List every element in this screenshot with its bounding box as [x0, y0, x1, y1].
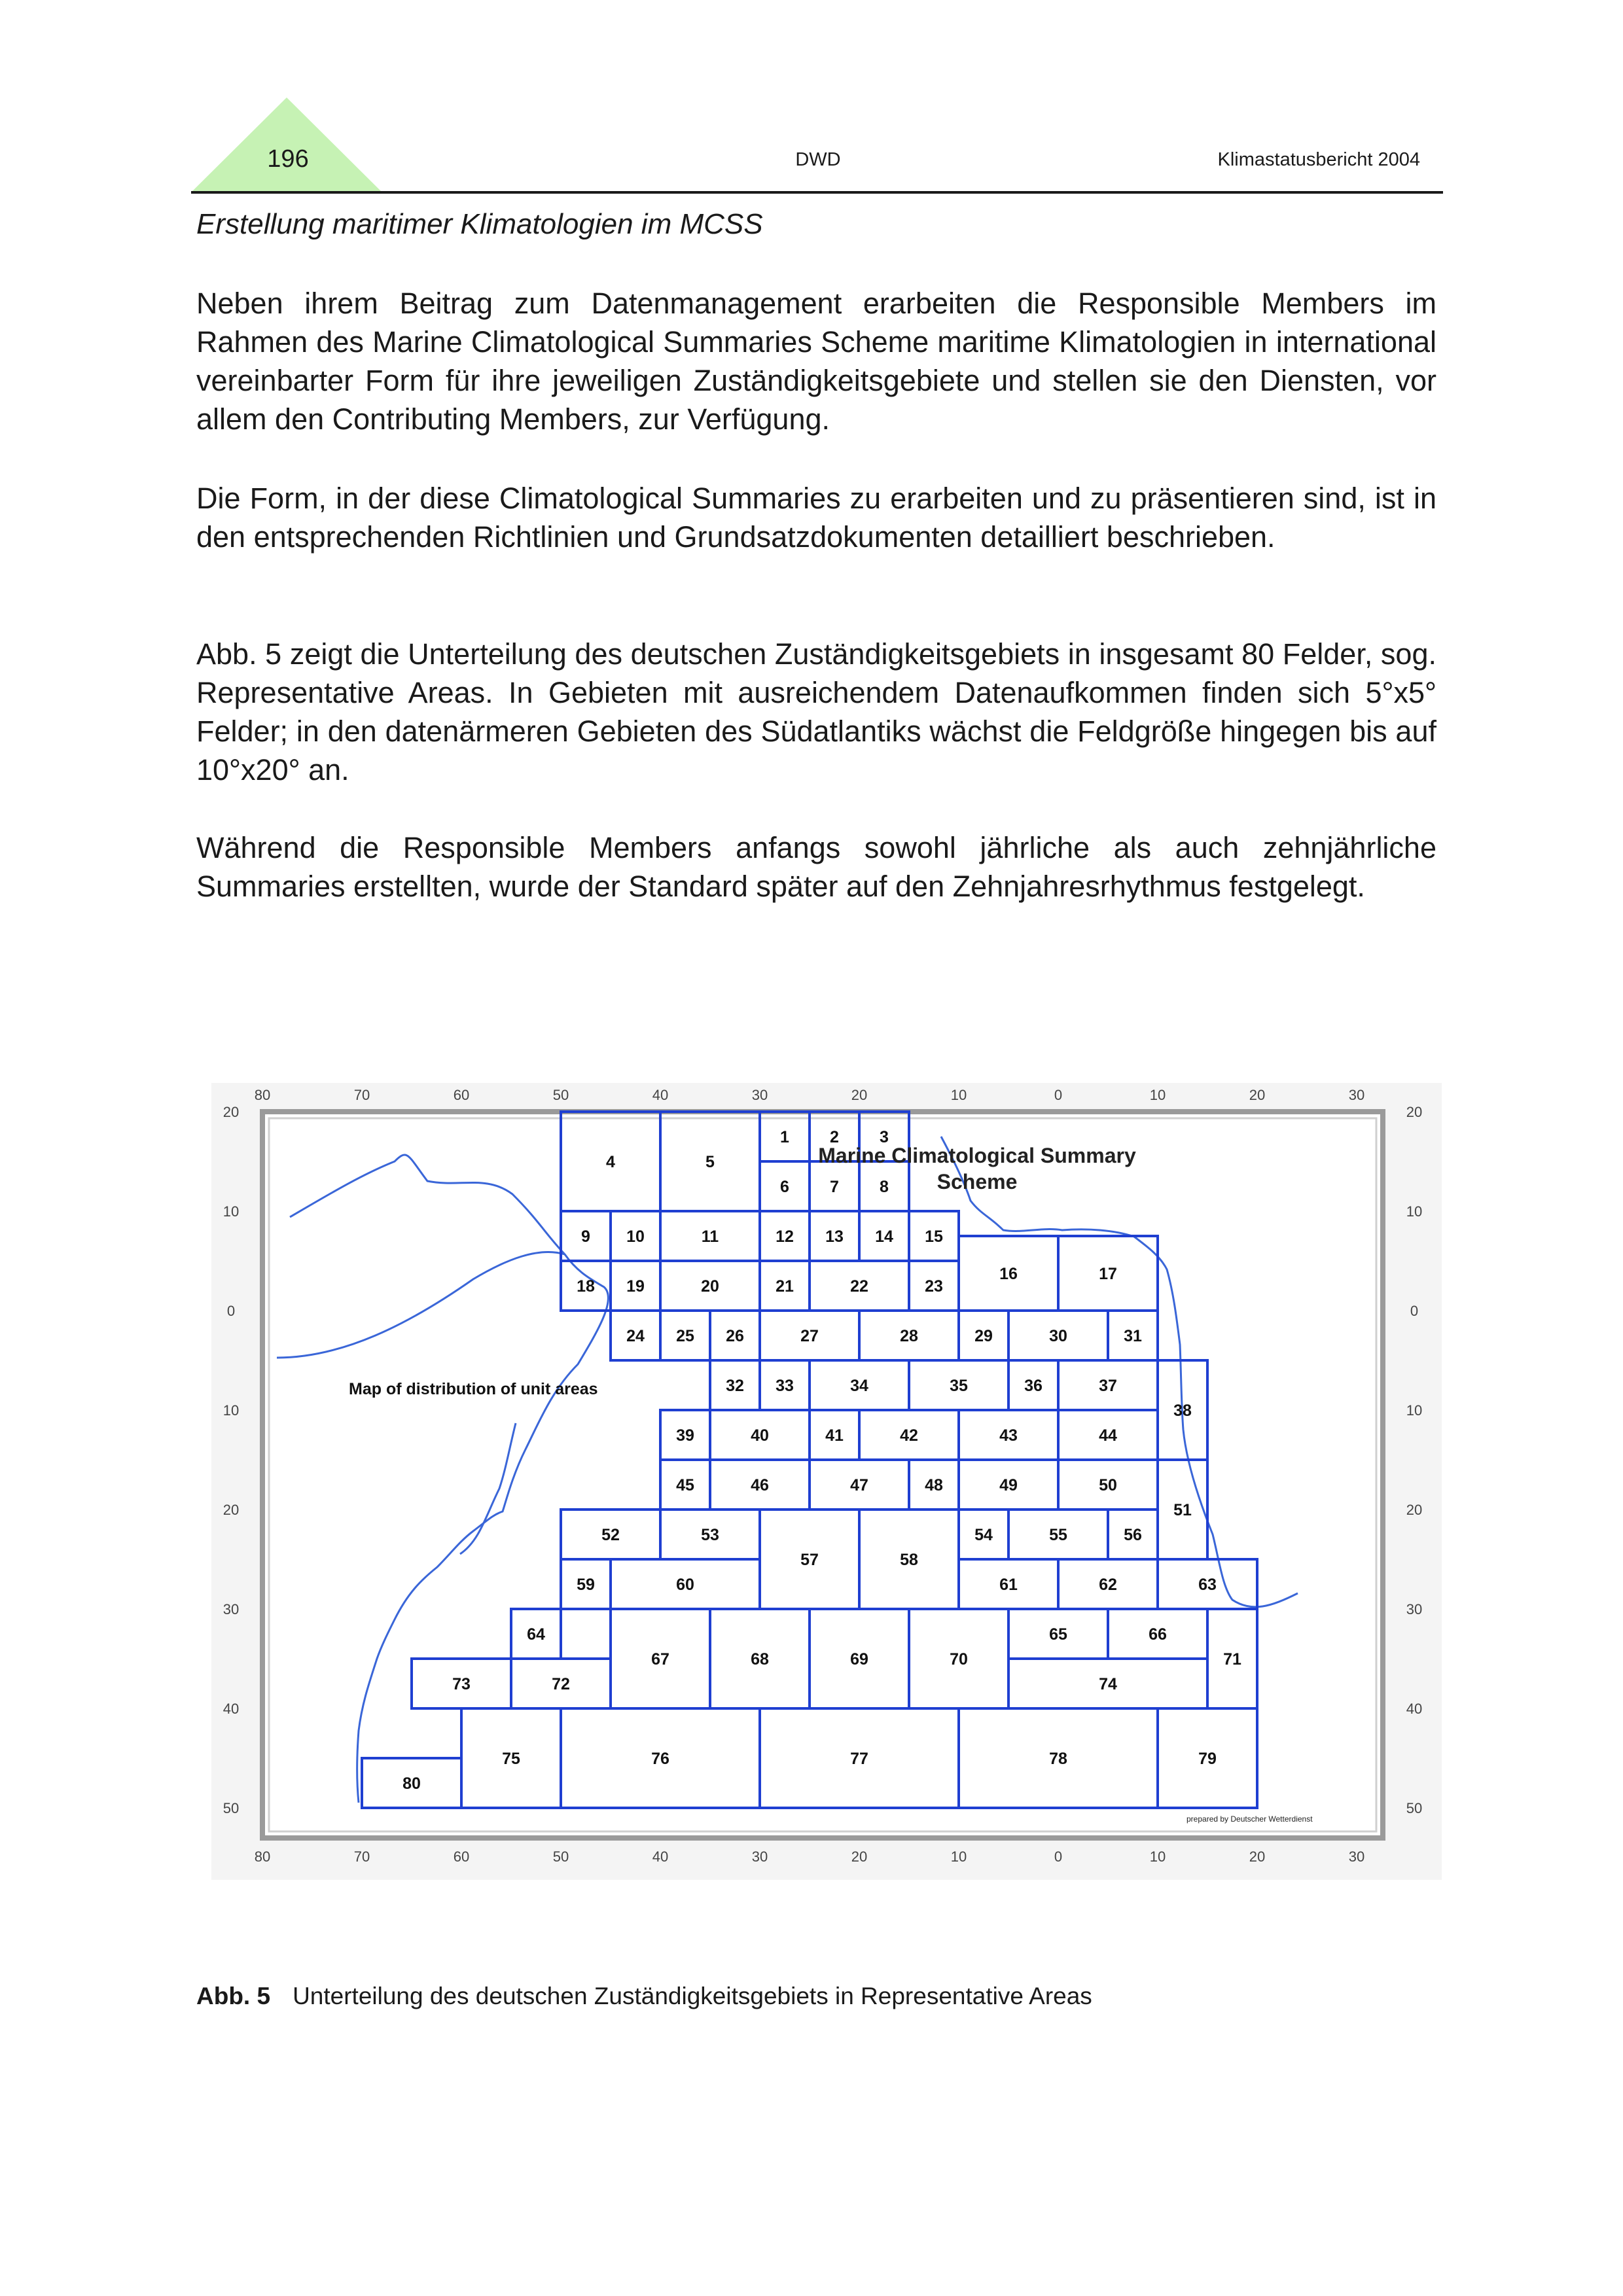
longitude-tick-top: 70 — [353, 1087, 370, 1103]
longitude-tick-top: 80 — [254, 1087, 271, 1103]
unit-area-label: 59 — [577, 1576, 595, 1594]
unit-area-label: 10 — [626, 1227, 645, 1246]
unit-area-label: 77 — [850, 1750, 868, 1768]
longitude-tick-top: 20 — [1249, 1087, 1266, 1103]
figure-subtitle: Scheme — [936, 1170, 1018, 1193]
longitude-tick-bottom: 30 — [751, 1848, 768, 1865]
latitude-tick-left: 10 — [223, 1402, 240, 1419]
unit-area-label: 61 — [999, 1576, 1018, 1594]
unit-area-label: 58 — [900, 1551, 918, 1569]
longitude-tick-top: 0 — [1054, 1087, 1063, 1103]
latitude-tick-right: 10 — [1406, 1402, 1423, 1419]
unit-area-label: 78 — [1049, 1750, 1067, 1768]
longitude-tick-bottom: 10 — [950, 1848, 967, 1865]
unit-area-label: 13 — [825, 1227, 844, 1246]
latitude-tick-left: 20 — [223, 1502, 240, 1518]
unit-area-label: 48 — [925, 1476, 943, 1494]
unit-area-label: 25 — [676, 1327, 694, 1345]
unit-area-label: 31 — [1124, 1327, 1142, 1345]
unit-area-label: 46 — [751, 1476, 769, 1494]
unit-area-label: 72 — [552, 1675, 570, 1693]
unit-area-label: 17 — [1099, 1265, 1117, 1283]
unit-area-label: 70 — [950, 1650, 968, 1669]
section-title: Erstellung maritimer Klimatologien im MCSS — [196, 208, 763, 240]
unit-area-label: 47 — [850, 1476, 868, 1494]
caption-label: Abb. 5 — [196, 1983, 271, 2009]
longitude-tick-top: 30 — [1348, 1087, 1365, 1103]
longitude-tick-bottom: 20 — [1249, 1848, 1266, 1865]
longitude-tick-bottom: 70 — [353, 1848, 370, 1865]
unit-area-label: 45 — [676, 1476, 694, 1494]
unit-area-label: 7 — [830, 1178, 839, 1196]
latitude-tick-left: 0 — [226, 1303, 236, 1319]
unit-area-label: 18 — [577, 1277, 595, 1296]
latitude-tick-right: 10 — [1406, 1203, 1423, 1220]
unit-area-label: 21 — [776, 1277, 794, 1296]
unit-area-label: 26 — [726, 1327, 744, 1345]
unit-area-label: 57 — [800, 1551, 819, 1569]
unit-area-label: 63 — [1198, 1576, 1217, 1594]
figure-title: Marine Climatological Summary — [818, 1144, 1136, 1167]
paragraph: Abb. 5 zeigt die Unterteilung des deutschen Zuständigkeitsgebiets in insgesamt 80 Felder, sog. Representative Areas. In Gebieten mit ausreichendem Datenaufkommen finden sich 5°x5° Felder; in den datenärmeren Gebieten des Südatlantiks wächst die Feldgröße hingegen bis auf 10°x20° an. — [196, 637, 1436, 786]
longitude-tick-bottom: 20 — [851, 1848, 868, 1865]
map-frame — [262, 1112, 1383, 1838]
unit-area-label: 23 — [925, 1277, 943, 1296]
figure-caption — [196, 1983, 1092, 2010]
unit-area-label: 11 — [701, 1227, 719, 1246]
unit-area-label: 67 — [651, 1650, 669, 1669]
unit-area-label: 41 — [825, 1426, 844, 1445]
latitude-tick-left: 30 — [223, 1601, 240, 1617]
unit-area-label: 8 — [880, 1178, 889, 1196]
unit-area-label: 64 — [527, 1625, 545, 1644]
page-number: 196 — [267, 145, 309, 173]
longitude-tick-top: 40 — [652, 1087, 669, 1103]
unit-area-label: 28 — [900, 1327, 918, 1345]
unit-area-label: 44 — [1099, 1426, 1117, 1445]
credit-text: prepared by Deutscher Wetterdienst — [1186, 1814, 1313, 1824]
longitude-tick-bottom: 60 — [453, 1848, 470, 1865]
unit-area-label: 49 — [999, 1476, 1018, 1494]
latitude-tick-right: 20 — [1406, 1502, 1423, 1518]
unit-area-label: 2 — [830, 1128, 839, 1146]
unit-area-label: 52 — [601, 1526, 620, 1544]
latitude-tick-right: 20 — [1406, 1104, 1423, 1120]
unit-area-label: 75 — [502, 1750, 520, 1768]
unit-area-label: 15 — [925, 1227, 943, 1246]
unit-area-label: 53 — [701, 1526, 719, 1544]
unit-area-label: 29 — [974, 1327, 993, 1345]
unit-area-label: 65 — [1049, 1625, 1067, 1644]
longitude-tick-top: 30 — [751, 1087, 768, 1103]
longitude-tick-bottom: 50 — [552, 1848, 569, 1865]
unit-area-label: 42 — [900, 1426, 918, 1445]
paragraph: Die Form, in der diese Climatological Summaries zu erarbeiten und zu präsentieren sind, ist in den entsprechenden Richtlinien und Grundsatzdokumenten detailliert beschrieben. — [196, 482, 1436, 554]
unit-area-label: 66 — [1149, 1625, 1167, 1644]
unit-area-label: 6 — [780, 1178, 789, 1196]
header-report-title: Klimastatusbericht 2004 — [1217, 149, 1420, 170]
unit-area-label: 55 — [1049, 1526, 1067, 1544]
header-publisher: DWD — [795, 149, 841, 170]
unit-area-label: 56 — [1124, 1526, 1142, 1544]
longitude-tick-top: 60 — [453, 1087, 470, 1103]
unit-area-label: 16 — [999, 1265, 1018, 1283]
latitude-tick-left: 20 — [223, 1104, 240, 1120]
unit-area-label: 4 — [606, 1153, 615, 1171]
unit-area-label: 79 — [1198, 1750, 1217, 1768]
unit-area-label: 73 — [452, 1675, 471, 1693]
longitude-tick-bottom: 40 — [652, 1848, 669, 1865]
unit-area-label: 33 — [776, 1377, 794, 1395]
unit-area-label: 54 — [974, 1526, 993, 1544]
paragraph: Neben ihrem Beitrag zum Datenmanagement erarbeiten die Responsible Members im Rahmen des Marine Climatological Summaries Scheme maritime Klimatologien in international vereinbarter Form für ihre jeweiligen Zuständigkeitsgebiete und stellen sie den Diensten, vor allem den Contributing Members, zur Verfügung. — [196, 287, 1436, 436]
unit-area-label: 9 — [581, 1227, 590, 1246]
latitude-tick-right: 40 — [1406, 1701, 1423, 1717]
unit-area-label: 1 — [780, 1128, 789, 1146]
longitude-tick-bottom: 10 — [1149, 1848, 1166, 1865]
unit-area-label: 27 — [800, 1327, 819, 1345]
header-rule — [191, 191, 1443, 194]
unit-area-label: 22 — [850, 1277, 868, 1296]
latitude-tick-right: 0 — [1410, 1303, 1419, 1319]
unit-area-label: 14 — [875, 1227, 893, 1246]
unit-area-label: 12 — [776, 1227, 794, 1246]
longitude-tick-top: 10 — [950, 1087, 967, 1103]
unit-area-label: 40 — [751, 1426, 769, 1445]
unit-area-label: 62 — [1099, 1576, 1117, 1594]
longitude-tick-bottom: 80 — [254, 1848, 271, 1865]
unit-area-label: 32 — [726, 1377, 744, 1395]
unit-area-label: 30 — [1049, 1327, 1067, 1345]
unit-area-label: 60 — [676, 1576, 694, 1594]
unit-area-label: 5 — [705, 1153, 715, 1171]
latitude-tick-right: 30 — [1406, 1601, 1423, 1617]
paragraph: Während die Responsible Members anfangs sowohl jährliche als auch zehnjährliche Summaries erstellten, wurde der Standard später auf den Zehnjahresrhythmus festgelegt. — [196, 831, 1436, 903]
caption-text: Unterteilung des deutschen Zuständigkeitsgebiets in Representative Areas — [293, 1983, 1092, 2009]
unit-area-label: 71 — [1223, 1650, 1241, 1669]
map-label: Map of distribution of unit areas — [349, 1380, 598, 1398]
unit-area-label: 68 — [751, 1650, 769, 1669]
latitude-tick-left: 40 — [223, 1701, 240, 1717]
longitude-tick-top: 50 — [552, 1087, 569, 1103]
unit-area-label: 20 — [701, 1277, 719, 1296]
longitude-tick-top: 20 — [851, 1087, 868, 1103]
unit-area-label: 3 — [880, 1128, 889, 1146]
unit-area-label: 39 — [676, 1426, 694, 1445]
mcss-area-map — [211, 1083, 1442, 1880]
longitude-tick-bottom: 0 — [1054, 1848, 1063, 1865]
unit-area-label: 43 — [999, 1426, 1018, 1445]
unit-area-label: 80 — [402, 1775, 421, 1793]
unit-area-label: 51 — [1173, 1501, 1192, 1519]
unit-area-label: 24 — [626, 1327, 645, 1345]
unit-area-label: 76 — [651, 1750, 669, 1768]
unit-area-label: 36 — [1024, 1377, 1043, 1395]
latitude-tick-left: 50 — [223, 1800, 240, 1816]
unit-area-label: 69 — [850, 1650, 868, 1669]
latitude-tick-left: 10 — [223, 1203, 240, 1220]
unit-area-label: 35 — [950, 1377, 968, 1395]
unit-area-label: 37 — [1099, 1377, 1117, 1395]
longitude-tick-top: 10 — [1149, 1087, 1166, 1103]
unit-area-label: 19 — [626, 1277, 645, 1296]
unit-area-label: 74 — [1099, 1675, 1117, 1693]
latitude-tick-right: 50 — [1406, 1800, 1423, 1816]
unit-area-label: 50 — [1099, 1476, 1117, 1494]
unit-area-label: 34 — [850, 1377, 868, 1395]
longitude-tick-bottom: 30 — [1348, 1848, 1365, 1865]
unit-area-label: 38 — [1173, 1402, 1192, 1420]
